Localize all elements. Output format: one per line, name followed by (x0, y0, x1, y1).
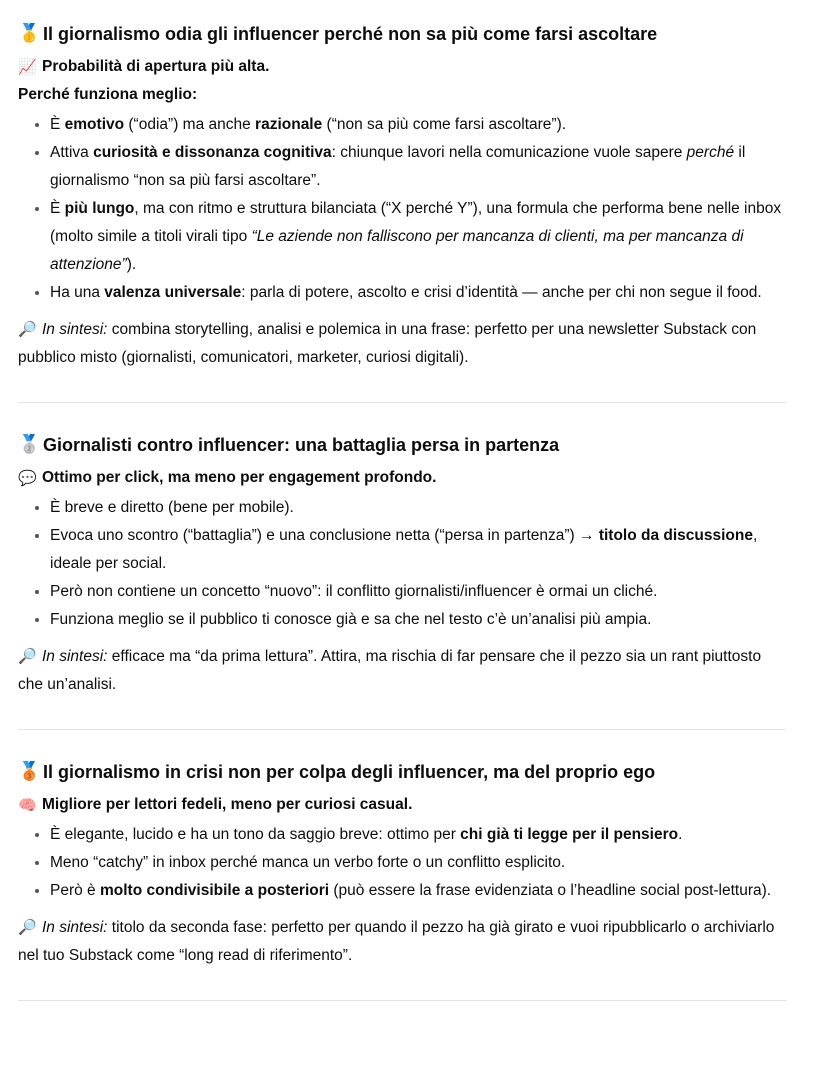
magnifying-glass-icon: 🔎 (18, 647, 37, 665)
bronze-medal-icon: 🥉 (18, 761, 41, 782)
divider (18, 729, 786, 730)
list-item: • Ha una valenza universale: parla di potere, ascolto e crisi d’identità — anche per chi non segue il food. (50, 279, 786, 307)
option-3-summary: 🔎 In sintesi: titolo da seconda fase: perfetto per quando il pezzo ha già girato e vuoi ripubblicarlo o archiviarlo nel tuo Substack come “long read di riferimento”. (18, 913, 786, 970)
option-1 (18, 19, 786, 372)
list-item: • È breve e diretto (bene per mobile). (50, 494, 786, 522)
speech-bubble-icon: 💬 (18, 469, 37, 487)
list-item: • Meno “catchy” in inbox perché manca un verbo forte o un conflitto esplicito. (50, 849, 786, 877)
option-2 (18, 430, 786, 699)
list-item: • Attiva curiosità e dissonanza cognitiva: chiunque lavori nella comunicazione vuole sapere perché il giornalismo “non sa più farsi ascoltare”. (50, 139, 786, 195)
option-1-title-text: Il giornalismo odia gli influencer perché non sa più come farsi ascoltare (43, 24, 658, 44)
chat-message-content (18, 0, 786, 1001)
option-2-title (18, 430, 786, 460)
magnifying-glass-icon: 🔎 (18, 320, 37, 338)
list-item: • È più lungo, ma con ritmo e struttura bilanciata (“X perché Y”), una formula che performa bene nelle inbox (molto simile a titoli virali tipo “Le aziende non falliscono per mancanza di clienti, ma per mancanza di attenzione”). (50, 195, 786, 279)
option-1-summary: 🔎 In sintesi: combina storytelling, analisi e polemica in una frase: perfetto per una newsletter Substack con pubblico misto (giornalisti, comunicatori, marketer, curiosi digitali). (18, 315, 786, 372)
option-1-subtitle: 📈 Probabilità di apertura più alta. (18, 53, 786, 81)
option-3-bullets (18, 821, 786, 905)
option-2-summary: 🔎 In sintesi: efficace ma “da prima lettura”. Attira, ma rischia di far pensare che il pezzo sia un rant piuttosto che un’analisi. (18, 642, 786, 699)
option-3-title-text: Il giornalismo in crisi non per colpa degli influencer, ma del proprio ego (43, 762, 656, 782)
option-1-bullets (18, 111, 786, 307)
option-3-title (18, 757, 786, 787)
divider (18, 1000, 786, 1001)
magnifying-glass-icon: 🔎 (18, 918, 37, 936)
option-3-subtitle: 🧠 Migliore per lettori fedeli, meno per curiosi casual. (18, 791, 786, 819)
option-2-subtitle: 💬 Ottimo per click, ma meno per engagement profondo. (18, 464, 786, 492)
list-item: • Funziona meglio se il pubblico ti conosce già e sa che nel testo c’è un’analisi più ampia. (50, 606, 786, 634)
list-item: • Evoca uno scontro (“battaglia”) e una conclusione netta (“persa in partenza”) → titolo da discussione, ideale per social. (50, 522, 786, 578)
option-3 (18, 757, 786, 970)
option-2-bullets (18, 494, 786, 634)
list-item: • È elegante, lucido e ha un tono da saggio breve: ottimo per chi già ti legge per il pensiero. (50, 821, 786, 849)
option-1-title (18, 19, 786, 49)
list-item: • Però non contiene un concetto “nuovo”: il conflitto giornalisti/influencer è ormai un cliché. (50, 578, 786, 606)
brain-icon: 🧠 (18, 796, 37, 814)
list-item: • È emotivo (“odia”) ma anche razionale (“non sa più come farsi ascoltare”). (50, 111, 786, 139)
gold-medal-icon: 🥇 (18, 23, 41, 44)
divider (18, 402, 786, 403)
option-2-title-text: Giornalisti contro influencer: una battaglia persa in partenza (43, 435, 560, 455)
why-label: Perché funziona meglio: (18, 86, 198, 103)
list-item: • Però è molto condivisibile a posteriori (può essere la frase evidenziata o l’headline social post-lettura). (50, 877, 786, 905)
chart-increasing-icon: 📈 (18, 58, 37, 76)
silver-medal-icon: 🥈 (18, 434, 41, 455)
